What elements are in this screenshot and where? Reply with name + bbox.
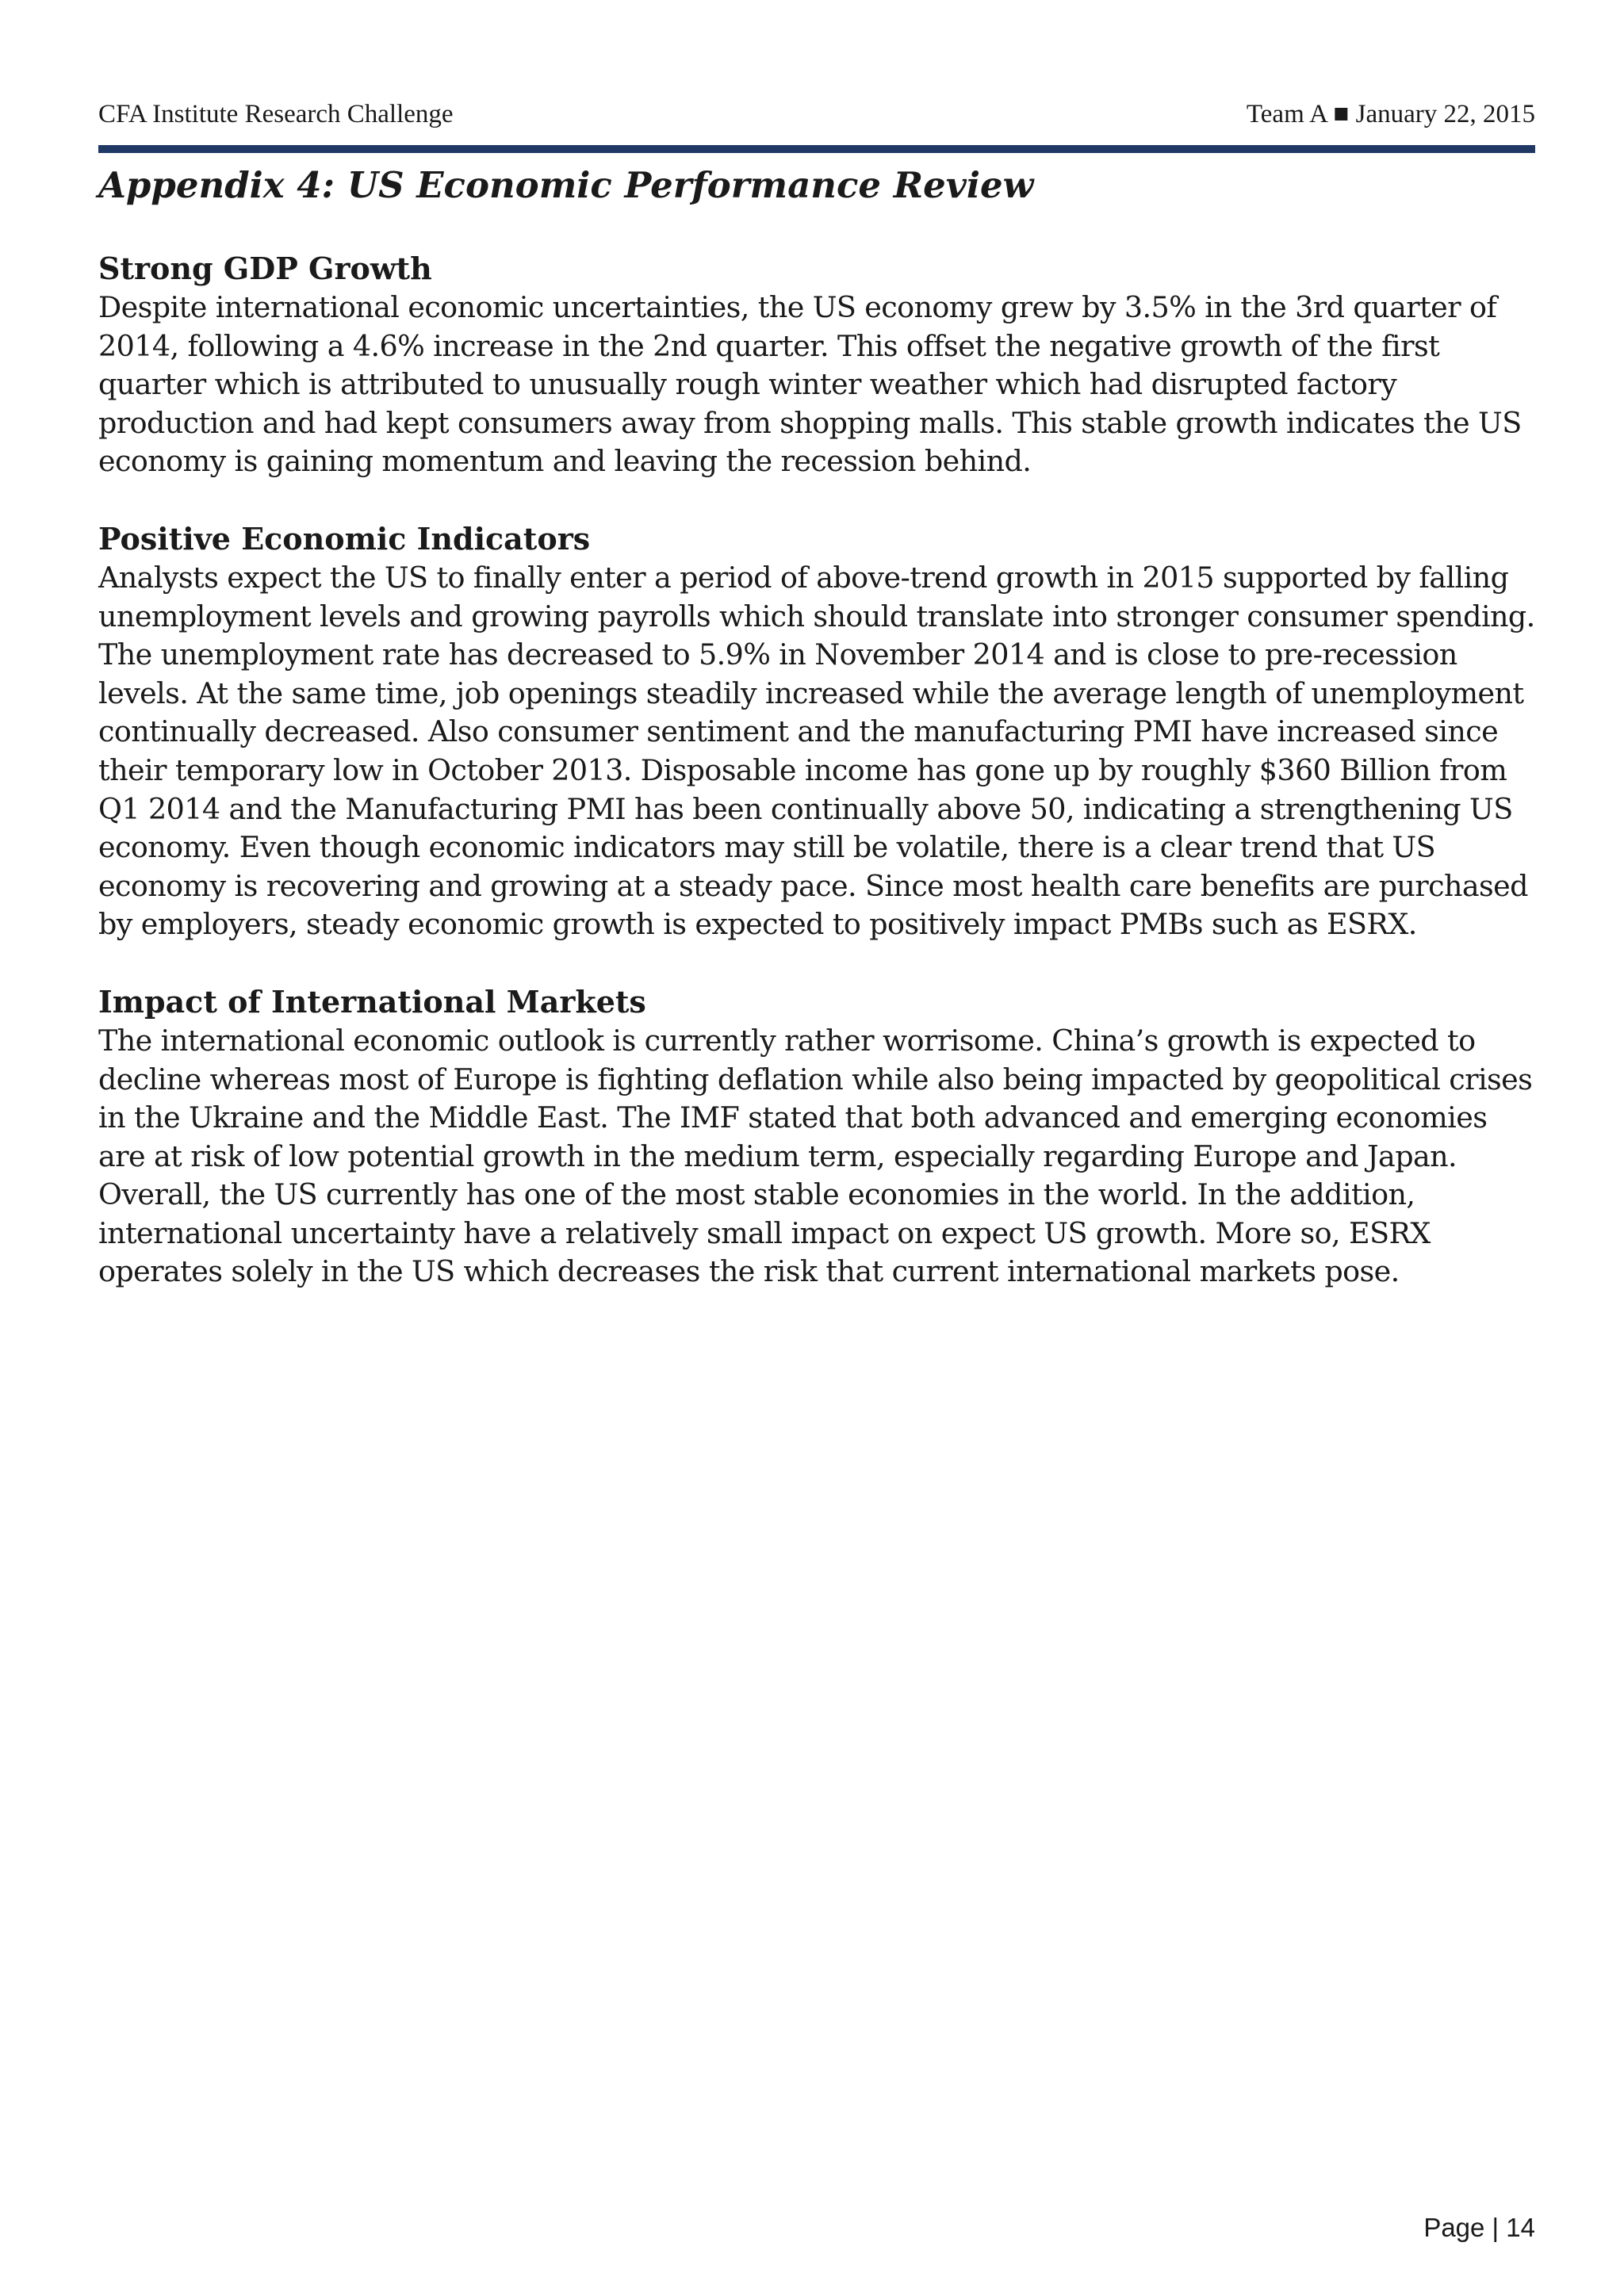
section-heading: Strong GDP Growth bbox=[98, 251, 432, 286]
section-gdp-growth bbox=[98, 249, 1535, 481]
section-international-markets bbox=[98, 982, 1535, 1292]
section-paragraph: Despite international economic uncertainties, the US economy grew by 3.5% in the 3rd quarter of 2014, following a 4.6% increase in the 2nd quarter. This offset the negative growth of the first quarter which is attributed to unusually rough winter weather which had disrupted factory production and had kept consumers away from shopping malls. This stable growth indicates the US economy is gaining momentum and leaving the recession behind. bbox=[98, 290, 1522, 479]
page-content bbox=[98, 155, 1535, 1292]
header-divider bbox=[98, 145, 1535, 153]
section-economic-indicators bbox=[98, 519, 1535, 944]
page-header bbox=[98, 97, 1535, 132]
section-heading: Impact of International Markets bbox=[98, 983, 646, 1020]
header-report-name: CFA Institute Research Challenge bbox=[98, 100, 454, 128]
appendix-title: Appendix 4: US Economic Performance Review bbox=[98, 164, 1034, 206]
header-team-date: Team A ■ January 22, 2015 bbox=[1246, 100, 1535, 128]
spacer bbox=[98, 944, 1535, 982]
page-number: Page | 14 bbox=[1423, 2213, 1535, 2242]
section-paragraph: The international economic outlook is currently rather worrisome. China’s growth is expected to decline whereas most of Europe is fighting deflation while also being impacted by geopolitical crises in the Ukraine and the Middle East. The IMF stated that both advanced and emerging economies are at risk of low potential growth in the medium term, especially regarding Europe and Japan. Overall, the US currently has one of the most stable economies in the world. In the addition, international uncertainty have a relatively small impact on expect US growth. More so, ESRX operates solely in the US which decreases the risk that current international markets pose. bbox=[98, 1023, 1533, 1289]
spacer bbox=[98, 481, 1535, 519]
section-paragraph: Analysts expect the US to finally enter a period of above-trend growth in 2015 supported by falling unemployment levels and growing payrolls which should translate into stronger consumer spending. The unemployment rate has decreased to 5.9% in November 2014 and is close to pre-recession levels. At the same time, job openings steadily increased while the average length of unemployment continually decreased. Also consumer sentiment and the manufacturing PMI have increased since their temporary low in October 2013. Disposable income has gone up by roughly $360 Billion from Q1 2014 and the Manufacturing PMI has been continually above 50, indicating a strengthening US economy. Even though economic indicators may still be volatile, there is a clear trend that US economy is recovering and growing at a steady pace. Since most health care benefits are purchased by employers, steady economic growth is expected to positively impact PMBs such as ESRX. bbox=[98, 560, 1535, 942]
spacer bbox=[98, 216, 1535, 249]
section-heading: Positive Economic Indicators bbox=[98, 520, 591, 557]
